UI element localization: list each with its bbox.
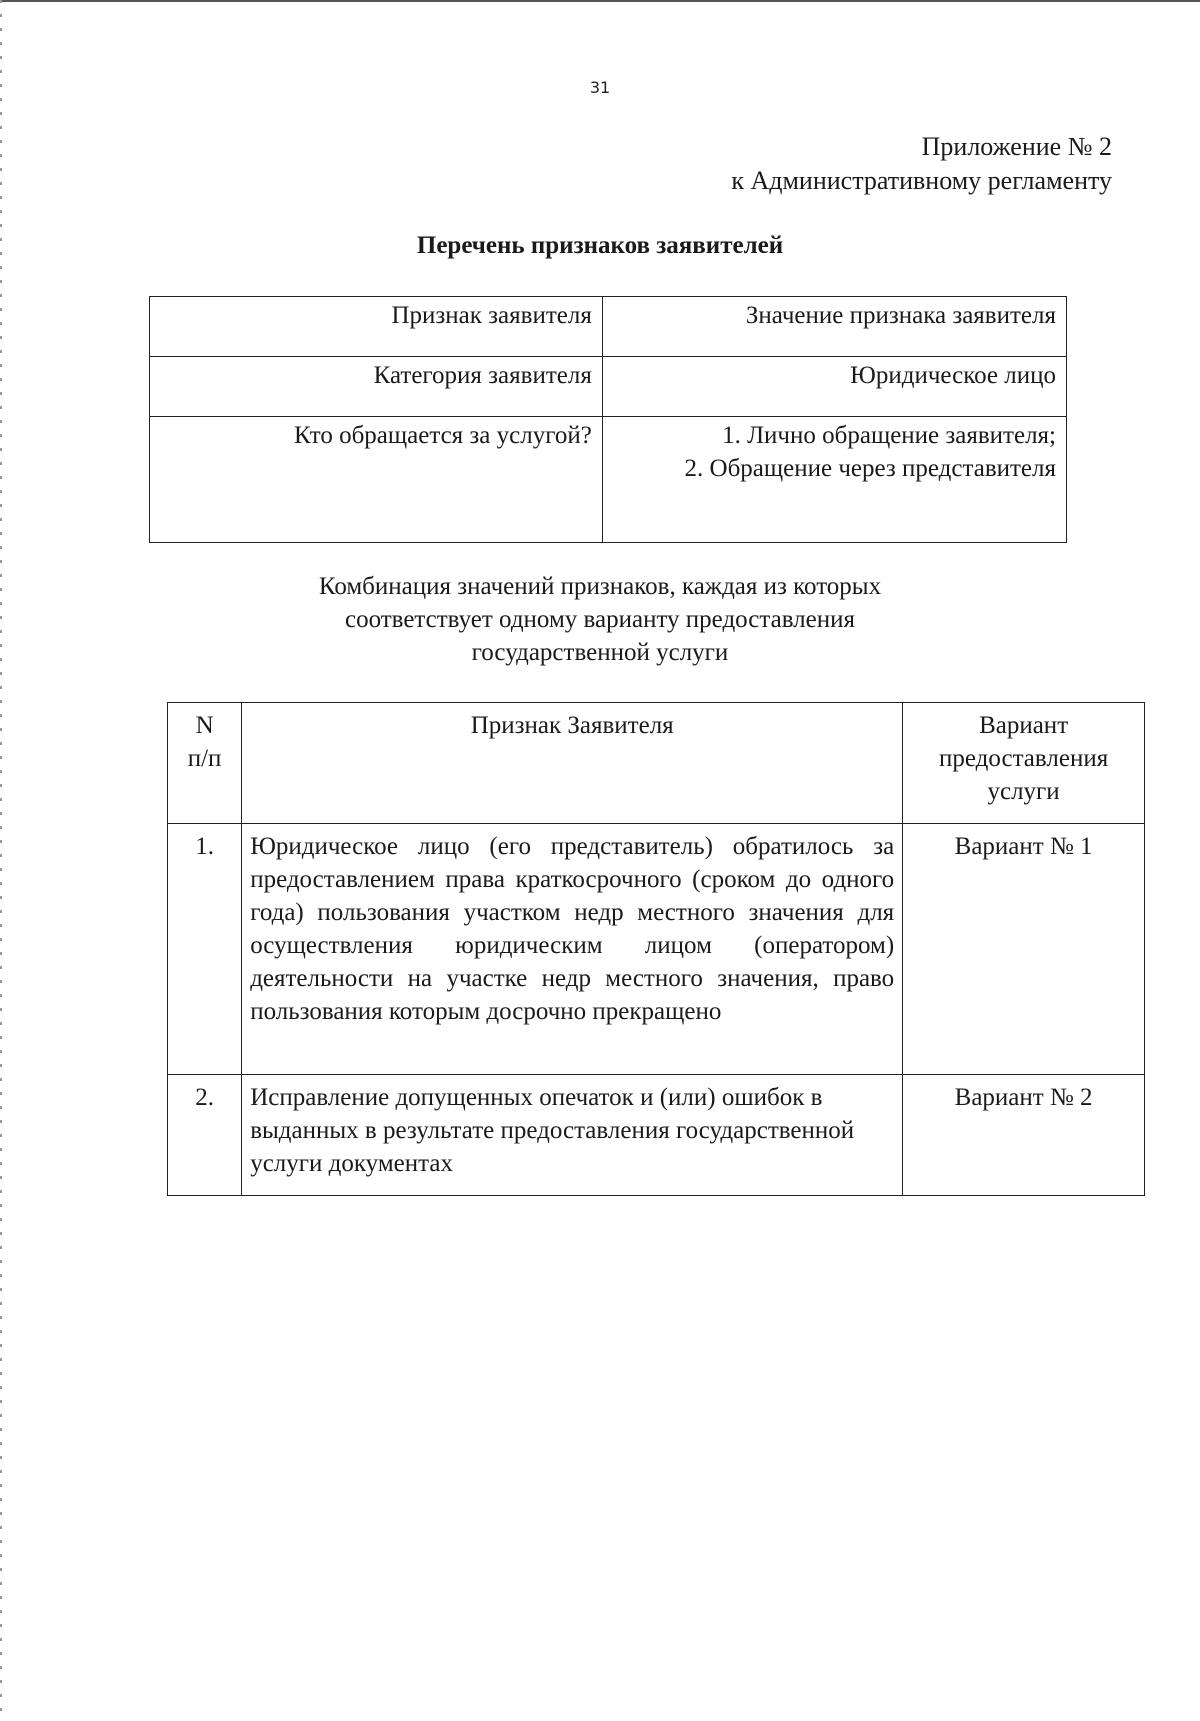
header-feature: Признак Заявителя [242, 703, 903, 824]
value-line: Юридическое лицо [850, 362, 1056, 389]
header-number-line-2: п/п [187, 745, 222, 772]
row-variant: Вариант № 2 [903, 1075, 1145, 1196]
list-title: Перечень признаков заявителей [416, 232, 784, 259]
value-cell [602, 417, 1066, 543]
row-variant: Вариант № 1 [903, 824, 1145, 1075]
value-cell [602, 357, 1066, 417]
combination-title-line-1: Комбинация значений признаков, каждая из которых [318, 573, 882, 600]
row-number: 2. [168, 1075, 242, 1196]
page-top-border [0, 0, 1200, 2]
variants-table-header-row [168, 703, 1145, 824]
features-table-header-row [150, 297, 1067, 357]
appendix-heading [731, 130, 1112, 198]
appendix-line-2: к Административному регламенту [731, 166, 1112, 195]
table-row [168, 824, 1145, 1075]
header-number-line-1: N [195, 712, 214, 739]
header-number [168, 703, 242, 824]
variants-table [167, 702, 1145, 1196]
table-row [150, 357, 1067, 417]
row-feature: Исправление допущенных опечаток и (или) ошибок в выданных в результате предоставления государственной услуги документах [242, 1075, 903, 1196]
row-number: 1. [168, 824, 242, 1075]
table-row [150, 417, 1067, 543]
value-line: 1. Лично обращение заявителя; [722, 422, 1056, 449]
features-table [149, 296, 1067, 543]
page-number: 31 [589, 78, 611, 97]
header-variant [903, 703, 1145, 824]
feature-cell: Категория заявителя [150, 357, 603, 417]
header-variant-line-1: Вариант [979, 712, 1069, 739]
feature-cell: Кто обращается за услугой? [150, 417, 603, 543]
appendix-line-1: Приложение № 2 [921, 132, 1112, 161]
row-feature: Юридическое лицо (его представитель) обратилось за предоставлением права краткосрочного (сроком до одного года) пользования участком недр местного значения для осуществления юридическим лицом (оператором) деятельности на участке недр местного значения, право пользования которым досрочно прекращено [242, 824, 903, 1075]
table-row [168, 1075, 1145, 1196]
features-header-value: Значение признака заявителя [602, 297, 1066, 357]
header-variant-line-3: услуги [987, 778, 1060, 805]
combination-title-line-2: соответствует одному варианту предоставления [344, 606, 856, 633]
combination-title [0, 570, 1200, 669]
combination-title-line-3: государственной услуги [471, 639, 729, 666]
header-variant-line-2: предоставления [938, 745, 1109, 772]
features-header-feature: Признак заявителя [150, 297, 603, 357]
value-line: 2. Обращение через представителя [684, 455, 1056, 482]
